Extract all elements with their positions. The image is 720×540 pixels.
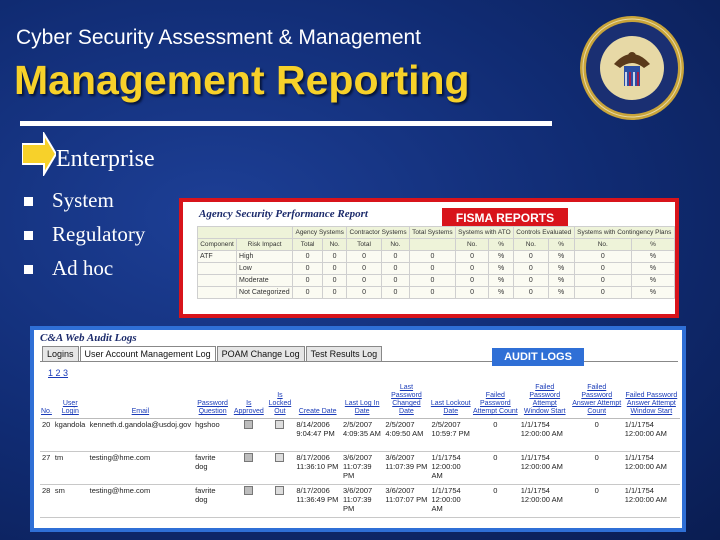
slide-title: Management Reporting [14,57,470,103]
arrow-bullet-icon [22,132,56,176]
column-header-failed-password-attempt-count[interactable]: Failed Password Attempt Count [472,382,519,419]
audit-logs-badge: AUDIT LOGS [492,348,584,366]
column-header-create-date[interactable]: Create Date [294,382,341,419]
fisma-group-header: Systems with ATO [455,227,513,239]
column-header-no[interactable]: No. [40,382,53,419]
bullet-square-icon [24,231,33,240]
approved-checkbox[interactable] [244,453,253,462]
locked-out-checkbox[interactable] [275,420,284,429]
audit-table [40,382,680,518]
fisma-group-header: Total Systems [409,227,455,239]
audit-tabs [42,346,383,362]
column-header-failed-password-attempt-window-start[interactable]: Failed Password Attempt Window Start [519,382,571,419]
tab-logins[interactable]: Logins [42,346,79,362]
column-header-is-locked-out[interactable]: Is Locked Out [266,382,295,419]
column-header-password-question[interactable]: Password Question [193,382,232,419]
audit-header-row [40,382,680,419]
column-header-failed-password-answer-attempt-window-start[interactable]: Failed Password Answer Attempt Window Start [623,382,680,419]
bullet-square-icon [24,265,33,274]
fisma-row: Low 0 0 0 0 0 0 % 0 % 0 % [198,263,675,275]
approved-checkbox[interactable] [244,486,253,495]
tab-test-results-log[interactable]: Test Results Log [306,346,383,362]
fisma-row: Not Categorized 0 0 0 0 0 0 % 0 % 0 % [198,287,675,299]
fisma-column-header: Total [293,239,323,251]
table-row: 20 kgandola kenneth.d.gandola@usdoj.gov hgshoo 8/14/2006 9:04:47 PM 2/5/2007 4:09:35 AM 2/5/2007 4:09:50 AM 2/5/2007 10:59:7 PM 0 1/1/1754 12:00:00 AM 0 1/1/1754 12:00:00 AM [40,419,680,452]
column-header-is-approved[interactable]: Is Approved [232,382,265,419]
fisma-column-header: No. [513,239,548,251]
fisma-column-header: No. [381,239,409,251]
column-header-last-password-changed-date[interactable]: Last Password Changed Date [383,382,429,419]
fisma-column-header: Component [198,239,237,251]
fisma-report-panel [179,198,679,318]
department-of-justice-seal-icon [578,14,686,122]
slide-subtitle: Cyber Security Assessment & Management [16,26,422,49]
fisma-column-header [409,239,455,251]
table-row: 28 sm testing@hme.com favrite dog 8/17/2006 11:36:49 PM 3/6/2007 11:07:39 PM 3/6/2007 11:07:07 PM 1/1/1754 12:00:00 AM 0 1/1/1754 12:00:00 AM 0 1/1/1754 12:00:00 AM [40,485,680,518]
bullet-square-icon [24,197,33,206]
fisma-column-header: % [548,239,574,251]
fisma-group-row [198,227,675,239]
locked-out-checkbox[interactable] [275,486,284,495]
table-row: 27 tm testing@hme.com favrite dog 8/17/2006 11:36:10 PM 3/6/2007 11:07:39 PM 3/6/2007 11:07:39 PM 1/1/1754 12:00:00 AM 0 1/1/1754 12:00:00 AM 0 1/1/1754 12:00:00 AM [40,452,680,485]
column-header-email[interactable]: Email [88,382,193,419]
pager-links[interactable]: 1 2 3 [48,368,69,378]
column-header-failed-password-answer-attempt-count[interactable]: Failed Password Answer Attempt Count [571,382,623,419]
column-header-last-lockout-date[interactable]: Last Lockout Date [430,382,472,419]
title-rule [20,121,552,126]
fisma-header-row [198,239,675,251]
fisma-column-header: % [489,239,514,251]
bullet-enterprise: Enterprise [56,146,155,172]
fisma-column-header: % [632,239,675,251]
fisma-column-header: No. [455,239,488,251]
tab-user-account-management-log[interactable]: User Account Management Log [80,346,216,362]
fisma-group-header: Systems with Contingency Plans [574,227,674,239]
fisma-report-title: Agency Security Performance Report [199,208,368,220]
fisma-reports-badge: FISMA REPORTS [442,208,568,228]
tab-poam-change-log[interactable]: POAM Change Log [217,346,305,362]
locked-out-checkbox[interactable] [275,453,284,462]
fisma-group-header: Contractor Systems [347,227,410,239]
column-header-user-login[interactable]: User Login [53,382,88,419]
approved-checkbox[interactable] [244,420,253,429]
fisma-group-header: Controls Evaluated [513,227,574,239]
fisma-row: ATF High 0 0 0 0 0 0 % 0 % 0 % [198,251,675,263]
fisma-column-header: Total [347,239,382,251]
fisma-column-header: No. [574,239,632,251]
audit-logs-panel [30,326,686,532]
fisma-table [197,226,675,299]
fisma-row: Moderate 0 0 0 0 0 0 % 0 % 0 % [198,275,675,287]
audit-logs-title: C&A Web Audit Logs [40,332,137,344]
column-header-last-login-date[interactable]: Last Log In Date [341,382,383,419]
fisma-group-header: Agency Systems [293,227,347,239]
fisma-column-header: Risk Impact [237,239,293,251]
fisma-column-header: No. [323,239,347,251]
